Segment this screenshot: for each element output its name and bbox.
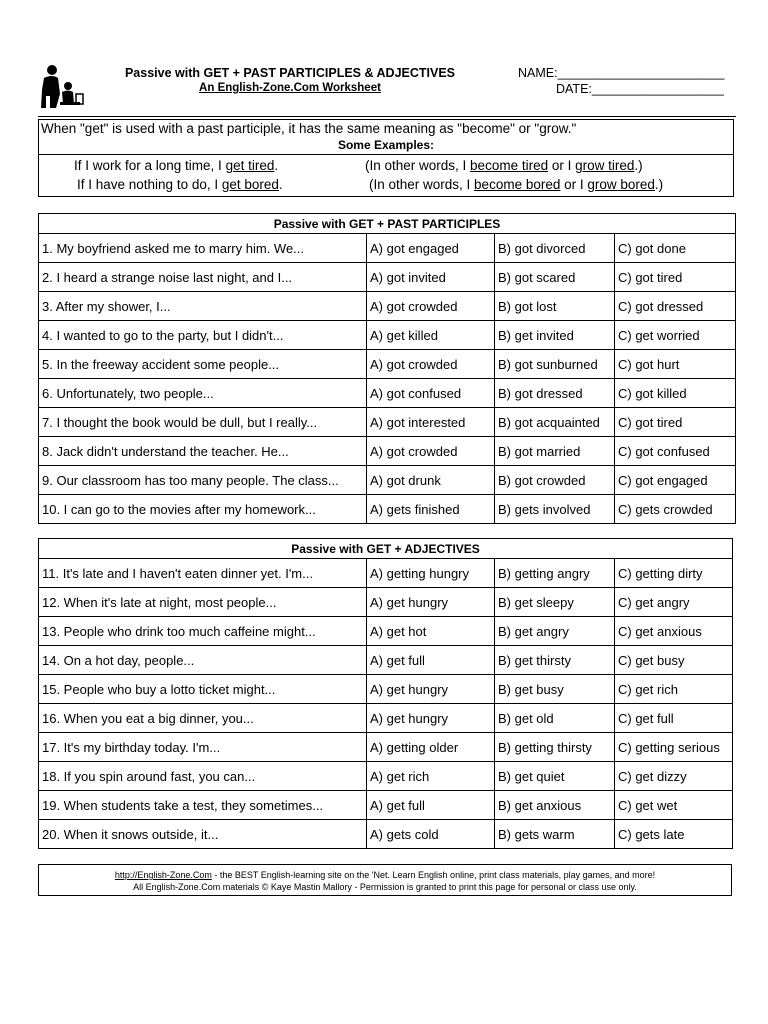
- question-cell: 14. On a hot day, people...: [39, 646, 367, 675]
- option-c-cell[interactable]: C) got killed: [615, 379, 736, 408]
- table-row: [39, 559, 733, 588]
- option-c-cell[interactable]: C) got done: [615, 234, 736, 263]
- option-a-cell[interactable]: A) get killed: [367, 321, 495, 350]
- option-a-cell[interactable]: A) got crowded: [367, 350, 495, 379]
- footer-box: [38, 864, 732, 896]
- table-row: [39, 646, 733, 675]
- option-a-cell[interactable]: A) gets finished: [367, 495, 495, 524]
- table-row: [39, 588, 733, 617]
- table-row: [39, 408, 736, 437]
- option-c-cell[interactable]: C) got confused: [615, 437, 736, 466]
- name-field-line: NAME:________________________: [518, 66, 725, 80]
- option-b-cell[interactable]: B) get busy: [495, 675, 615, 704]
- option-a-cell[interactable]: A) got invited: [367, 263, 495, 292]
- question-cell: 17. It's my birthday today. I'm...: [39, 733, 367, 762]
- intro-explanation: When "get" is used with a past participle, it has the same meaning as "become" or "grow.": [41, 121, 577, 136]
- option-c-cell[interactable]: C) get rich: [615, 675, 733, 704]
- table-row: [39, 234, 736, 263]
- option-b-cell[interactable]: B) got married: [495, 437, 615, 466]
- option-c-cell[interactable]: C) got tired: [615, 408, 736, 437]
- option-a-cell[interactable]: A) get hot: [367, 617, 495, 646]
- option-a-cell[interactable]: A) got interested: [367, 408, 495, 437]
- footer-site-link[interactable]: http://English-Zone.Com: [114, 870, 212, 880]
- option-c-cell[interactable]: C) get anxious: [615, 617, 733, 646]
- option-a-cell[interactable]: A) getting hungry: [367, 559, 495, 588]
- option-a-cell[interactable]: A) gets cold: [367, 820, 495, 849]
- option-c-cell[interactable]: C) got tired: [615, 263, 736, 292]
- table-row: [39, 437, 736, 466]
- option-c-cell[interactable]: C) got dressed: [615, 292, 736, 321]
- header-divider: [38, 116, 736, 117]
- option-c-cell[interactable]: C) get worried: [615, 321, 736, 350]
- question-cell: 11. It's late and I haven't eaten dinner yet. I'm...: [39, 559, 367, 588]
- section-heading: Passive with GET + ADJECTIVES: [39, 539, 733, 559]
- table-row: [39, 321, 736, 350]
- option-a-cell[interactable]: A) get full: [367, 646, 495, 675]
- question-cell: 6. Unfortunately, two people...: [39, 379, 367, 408]
- question-cell: 2. I heard a strange noise last night, and I...: [39, 263, 367, 292]
- question-cell: 18. If you spin around fast, you can...: [39, 762, 367, 791]
- option-b-cell[interactable]: B) gets involved: [495, 495, 615, 524]
- example-1-right: (In other words, I become tired or I grow tired.): [365, 158, 643, 173]
- option-c-cell[interactable]: C) gets crowded: [615, 495, 736, 524]
- option-b-cell[interactable]: B) get thirsty: [495, 646, 615, 675]
- option-a-cell[interactable]: A) got confused: [367, 379, 495, 408]
- question-cell: 19. When students take a test, they sometimes...: [39, 791, 367, 820]
- table-row: [39, 733, 733, 762]
- option-a-cell[interactable]: A) got crowded: [367, 437, 495, 466]
- question-cell: 3. After my shower, I...: [39, 292, 367, 321]
- option-b-cell[interactable]: B) got scared: [495, 263, 615, 292]
- question-cell: 10. I can go to the movies after my homework...: [39, 495, 367, 524]
- option-a-cell[interactable]: A) get hungry: [367, 588, 495, 617]
- option-b-cell[interactable]: B) get anxious: [495, 791, 615, 820]
- table-row: [39, 263, 736, 292]
- past-participles-table: [38, 213, 736, 524]
- table-row: [39, 675, 733, 704]
- question-cell: 5. In the freeway accident some people...: [39, 350, 367, 379]
- intro-box: [38, 119, 734, 197]
- question-cell: 12. When it's late at night, most people...: [39, 588, 367, 617]
- question-cell: 4. I wanted to go to the party, but I didn't...: [39, 321, 367, 350]
- option-c-cell[interactable]: C) get full: [615, 704, 733, 733]
- option-b-cell[interactable]: B) got crowded: [495, 466, 615, 495]
- table-row: [39, 495, 736, 524]
- footer-line-2: All English-Zone.Com materials © Kaye Mastin Mallory - Permission is granted to print this page for personal or class use only.: [133, 882, 637, 892]
- option-b-cell[interactable]: B) get angry: [495, 617, 615, 646]
- option-a-cell[interactable]: A) get full: [367, 791, 495, 820]
- option-c-cell[interactable]: C) get wet: [615, 791, 733, 820]
- option-a-cell[interactable]: A) get hungry: [367, 704, 495, 733]
- option-a-cell[interactable]: A) got crowded: [367, 292, 495, 321]
- option-c-cell[interactable]: C) get busy: [615, 646, 733, 675]
- question-cell: 7. I thought the book would be dull, but I really...: [39, 408, 367, 437]
- table-row: [39, 466, 736, 495]
- option-b-cell[interactable]: B) got divorced: [495, 234, 615, 263]
- table-row: [39, 350, 736, 379]
- date-field-line: DATE:___________________: [556, 82, 724, 96]
- example-2-left: If I have nothing to do, I get bored.: [77, 177, 283, 192]
- examples-heading: Some Examples:: [337, 138, 435, 152]
- option-b-cell[interactable]: B) gets warm: [495, 820, 615, 849]
- option-a-cell[interactable]: A) get hungry: [367, 675, 495, 704]
- question-cell: 15. People who buy a lotto ticket might...: [39, 675, 367, 704]
- example-2-right: (In other words, I become bored or I grow bored.): [369, 177, 664, 192]
- option-c-cell[interactable]: C) gets late: [615, 820, 733, 849]
- table-row: [39, 820, 733, 849]
- question-cell: 8. Jack didn't understand the teacher. He...: [39, 437, 367, 466]
- option-a-cell[interactable]: A) get rich: [367, 762, 495, 791]
- option-b-cell[interactable]: B) got lost: [495, 292, 615, 321]
- option-b-cell[interactable]: B) getting thirsty: [495, 733, 615, 762]
- option-b-cell[interactable]: B) get invited: [495, 321, 615, 350]
- table-row: [39, 791, 733, 820]
- example-1-left: If I work for a long time, I get tired.: [74, 158, 279, 173]
- option-a-cell[interactable]: A) got engaged: [367, 234, 495, 263]
- option-b-cell[interactable]: B) get sleepy: [495, 588, 615, 617]
- footer-line-1: http://English-Zone.Com - the BEST English-learning site on the 'Net. Learn English online, print class materials, play games, and more!: [114, 870, 656, 880]
- option-c-cell[interactable]: C) got hurt: [615, 350, 736, 379]
- question-cell: 13. People who drink too much caffeine might...: [39, 617, 367, 646]
- table-row: [39, 704, 733, 733]
- table-row: [39, 762, 733, 791]
- intro-divider: [39, 154, 733, 155]
- option-c-cell[interactable]: C) get dizzy: [615, 762, 733, 791]
- option-a-cell[interactable]: A) getting older: [367, 733, 495, 762]
- option-c-cell[interactable]: C) getting serious: [615, 733, 733, 762]
- question-cell: 1. My boyfriend asked me to marry him. We...: [39, 234, 367, 263]
- question-cell: 9. Our classroom has too many people. The class...: [39, 466, 367, 495]
- option-c-cell[interactable]: C) getting dirty: [615, 559, 733, 588]
- option-a-cell[interactable]: A) got drunk: [367, 466, 495, 495]
- option-c-cell[interactable]: C) got engaged: [615, 466, 736, 495]
- teacher-student-silhouette-icon: [38, 64, 84, 108]
- option-c-cell[interactable]: C) get angry: [615, 588, 733, 617]
- question-cell: 16. When you eat a big dinner, you...: [39, 704, 367, 733]
- worksheet-subtitle: An English-Zone.Com Worksheet: [199, 82, 381, 94]
- worksheet-title: Passive with GET + PAST PARTICIPLES & ADJECTIVES: [124, 66, 456, 80]
- section-heading: Passive with GET + PAST PARTICIPLES: [39, 214, 736, 234]
- option-b-cell[interactable]: B) get old: [495, 704, 615, 733]
- option-b-cell[interactable]: B) got dressed: [495, 379, 615, 408]
- option-b-cell[interactable]: B) got acquainted: [495, 408, 615, 437]
- option-b-cell[interactable]: B) get quiet: [495, 762, 615, 791]
- option-b-cell[interactable]: B) getting angry: [495, 559, 615, 588]
- table-row: [39, 617, 733, 646]
- table-body: [39, 559, 733, 849]
- option-b-cell[interactable]: B) got sunburned: [495, 350, 615, 379]
- table-body: [39, 234, 736, 524]
- table-row: [39, 292, 736, 321]
- table-row: [39, 379, 736, 408]
- adjectives-table: [38, 538, 733, 849]
- question-cell: 20. When it snows outside, it...: [39, 820, 367, 849]
